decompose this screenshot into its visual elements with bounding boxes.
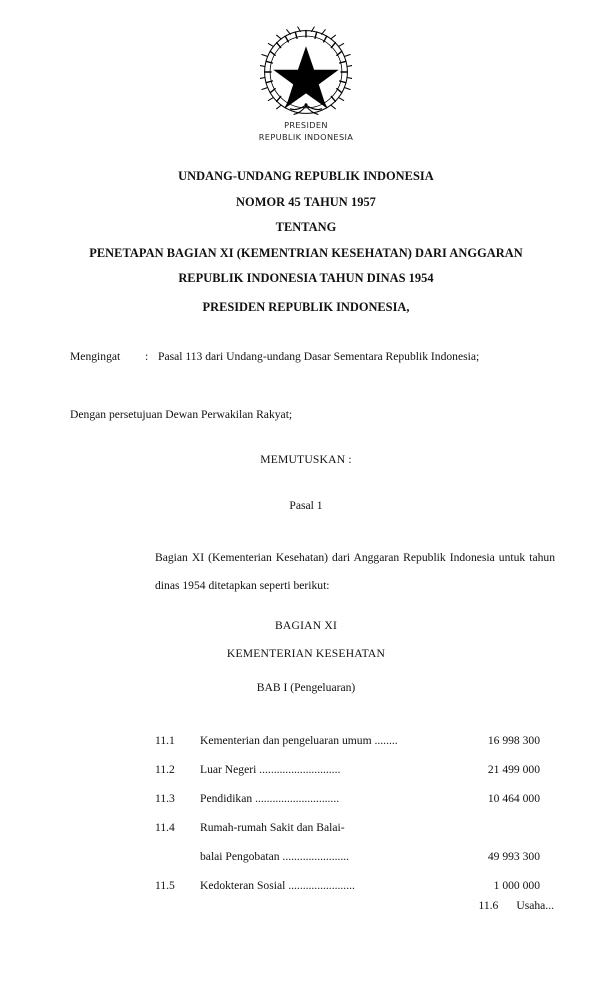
budget-item-amount: 10 464 000: [487, 792, 540, 805]
title-line-subject-1: PENETAPAN BAGIAN XI (KEMENTRIAN KESEHATAN) DARI ANGGARAN: [89, 245, 523, 260]
document-title-block: [46, 164, 566, 292]
title-line-tentang: TENTANG: [275, 220, 337, 234]
emblem-caption-line-2: REPUBLIK INDONESIA: [258, 131, 354, 142]
budget-item-amount: 16 998 300: [487, 734, 540, 747]
budget-item-number: 11.4: [155, 821, 175, 834]
budget-row: [155, 813, 540, 842]
mengingat-text: Pasal 113 dari Undang-undang Dasar Sementara Republik Indonesia;: [158, 350, 480, 363]
catchword-number: 11.6: [478, 899, 499, 912]
bagian-heading-line-2: KEMENTERIAN KESEHATAN: [226, 647, 386, 660]
bab-heading: BAB I (Pengeluaran): [256, 681, 356, 694]
budget-item-amount: 21 499 000: [487, 763, 540, 776]
budget-item-number: 11.1: [155, 734, 175, 747]
budget-line-item-list: [155, 726, 540, 900]
budget-item-label: Pendidikan .............................: [200, 792, 340, 805]
emblem-caption: [0, 120, 612, 143]
budget-item-amount: 1 000 000: [493, 879, 540, 892]
persetujuan-line: Dengan persetujuan Dewan Perwakilan Rakyat;: [70, 408, 293, 421]
budget-item-label: Luar Negeri ............................: [200, 763, 341, 776]
mengingat-row: [70, 348, 560, 365]
budget-item-label: balai Pengobatan .......................: [200, 850, 350, 863]
title-line-subject-2: REPUBLIK INDONESIA TAHUN DINAS 1954: [178, 271, 434, 285]
budget-row-continuation: [155, 842, 540, 871]
mengingat-label: Mengingat: [70, 350, 121, 363]
memutuskan-heading: MEMUTUSKAN :: [260, 453, 352, 466]
budget-item-number: 11.2: [155, 763, 175, 776]
budget-item-amount: 49 993 300: [487, 850, 540, 863]
title-line-act-name: UNDANG-UNDANG REPUBLIK INDONESIA: [178, 169, 434, 183]
page-catchword: [0, 899, 554, 912]
budget-item-number: 11.5: [155, 879, 175, 892]
budget-row: [155, 784, 540, 813]
budget-row: [155, 871, 540, 900]
budget-item-label: Kementerian dan pengeluaran umum ........: [200, 734, 398, 747]
budget-item-number: 11.3: [155, 792, 175, 805]
bagian-heading-block: [46, 612, 566, 668]
catchword-text: Usaha...: [516, 899, 554, 912]
mengingat-colon: :: [145, 350, 149, 363]
indonesia-presidential-star-wreath-emblem: [260, 26, 352, 118]
intro-paragraph: Bagian XI (Kementerian Kesehatan) dari Anggaran Republik Indonesia untuk tahun dinas 1954 ditetapkan seperti berikut:: [155, 551, 555, 592]
presidential-emblem-block: [0, 26, 612, 143]
budget-row: [155, 755, 540, 784]
budget-item-label: Kedokteran Sosial .......................: [200, 879, 355, 892]
budget-row: [155, 726, 540, 755]
presiden-republik-indonesia-heading: PRESIDEN REPUBLIK INDONESIA,: [202, 300, 410, 314]
budget-item-label: Rumah-rumah Sakit dan Balai-: [200, 821, 345, 834]
pasal-heading: Pasal 1: [289, 499, 323, 512]
bagian-heading-line-1: BAGIAN XI: [274, 619, 338, 632]
emblem-caption-line-1: PRESIDEN: [284, 120, 328, 130]
title-line-number: NOMOR 45 TAHUN 1957: [236, 194, 376, 209]
